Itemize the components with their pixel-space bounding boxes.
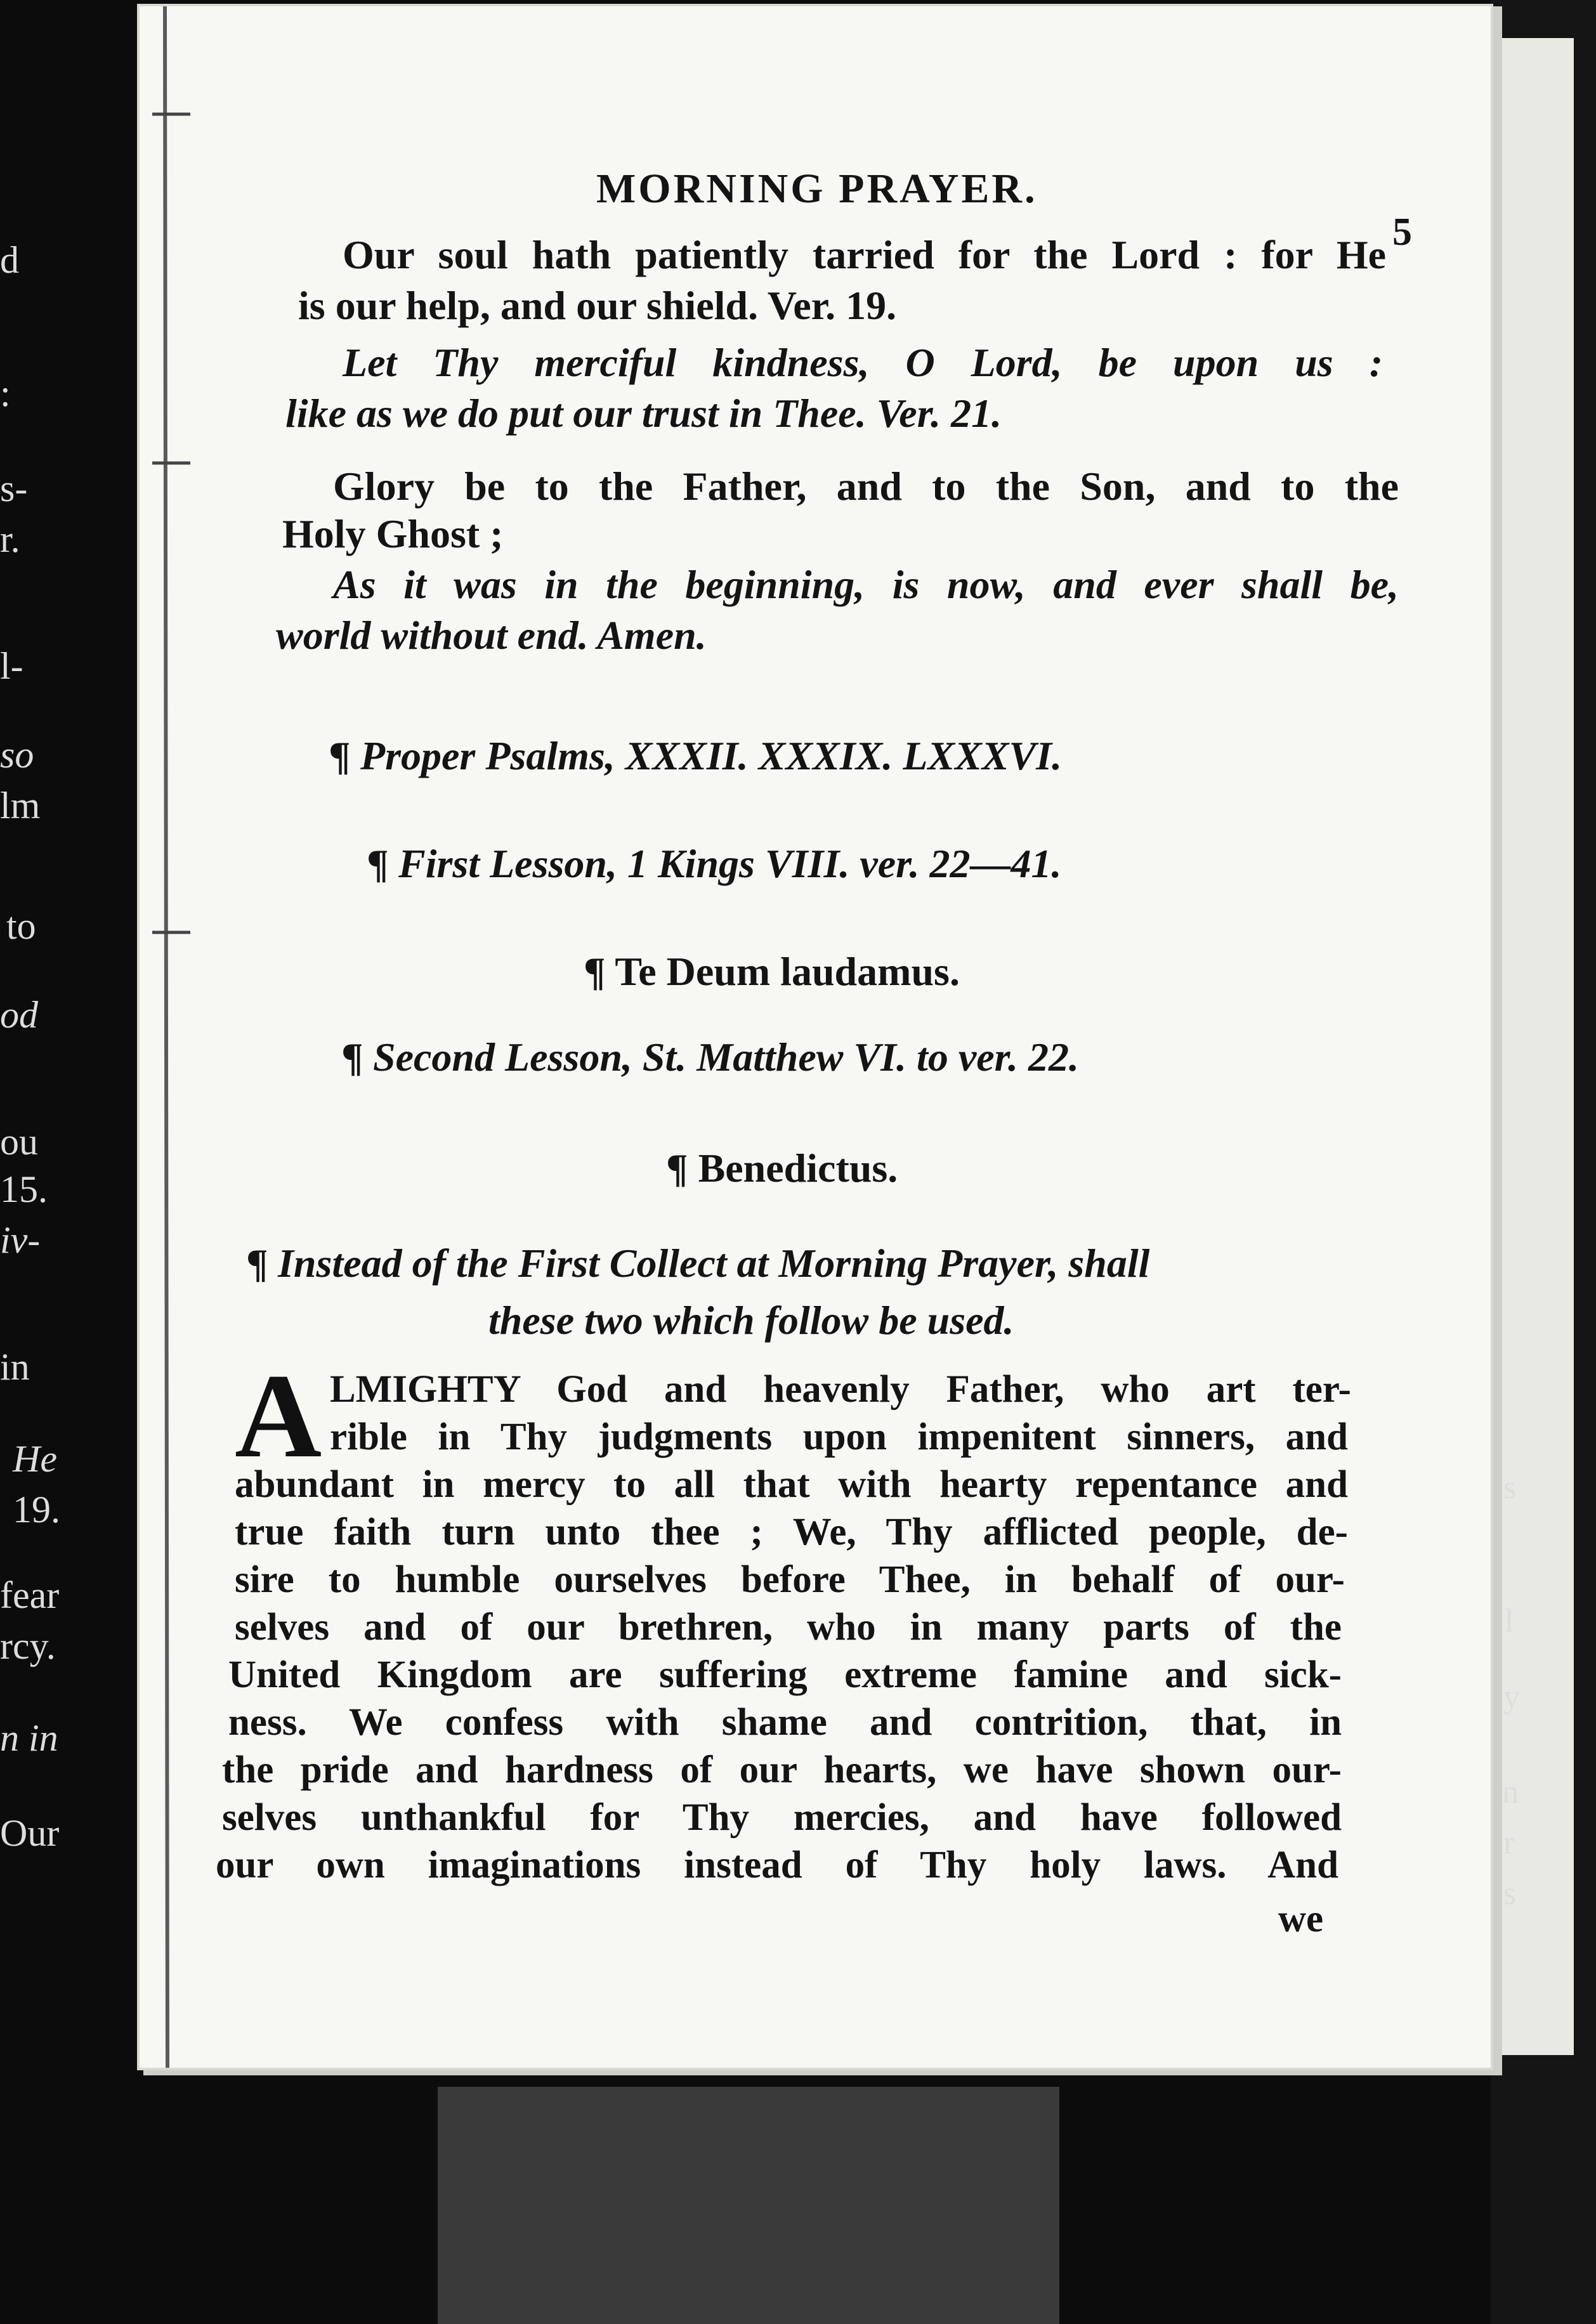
instruction-line: ¶ Instead of the First Collect at Morning Prayer, shall [247,1241,1150,1286]
next-page-fragment: l [1505,1603,1514,1639]
facing-fragment: 15. [0,1168,48,1210]
facing-fragment: od [0,994,38,1036]
facing-fragment: 19. [13,1489,60,1531]
gloria-line: Glory be to the Father, and to the Son, and to the [333,464,1399,509]
drop-cap: A [235,1350,322,1483]
facing-fragment: r. [0,518,20,560]
collect-line: selves unthankful for Thy mercies, and have followed [222,1796,1342,1839]
collect-line: ness. We confess with shame and contrition, that, in [228,1701,1342,1744]
rubric-proper-psalms: ¶ Proper Psalms, XXXII. XXXIX. LXXXVI. [330,733,1063,778]
rubric-benedictus: ¶ Benedictus. [666,1146,898,1191]
book-page [140,6,1491,2068]
gloria-line: world without end. Amen. [276,613,707,658]
collect-line: true faith turn unto thee ; We, Thy afflicted people, de- [235,1511,1348,1553]
facing-fragment: d [0,239,19,281]
collect-line: abundant in mercy to all that with hearty repentance and [235,1463,1348,1506]
facing-fragment: lm [0,785,41,826]
gloria-line: Holy Ghost ; [282,511,504,556]
instruction-line: these two which follow be used. [488,1298,1014,1343]
facing-fragment: fear [0,1574,60,1616]
facing-fragment: n in [0,1717,58,1759]
rubric-te-deum: ¶ Te Deum laudamus. [584,949,960,994]
next-page-edge [1494,38,1574,2055]
collect-line: the pride and hardness of our hearts, we have shown our- [222,1749,1342,1791]
page-text [140,6,1491,2068]
facing-fragment: to [6,905,36,947]
facing-fragment: Our [0,1812,60,1854]
collect-line: LMIGHTY God and heavenly Father, who art ter- [330,1368,1351,1411]
collect-line: selves and of our brethren, who in many parts of the [235,1606,1342,1648]
psalm-line: is our help, and our shield. Ver. 19. [298,283,897,328]
next-page-fragment: y [1503,1679,1520,1715]
facing-fragment: rcy. [0,1625,56,1667]
collect-line: sire to humble ourselves before Thee, in behalf of our- [235,1558,1345,1601]
psalm-line: like as we do put our trust in Thee. Ver. 21. [285,391,1002,436]
psalm-line: Let Thy merciful kindness, O Lord, be upon us : [343,340,1383,385]
rubric-first-lesson: ¶ First Lesson, 1 Kings VIII. ver. 22—41. [368,841,1062,886]
collect-line: rible in Thy judgments upon impenitent sinners, and [330,1416,1348,1458]
collect-line: our own imaginations instead of Thy holy laws. And [216,1844,1338,1886]
facing-page-edge [0,0,133,2324]
facing-fragment: : [0,372,11,414]
facing-fragment: ou [0,1121,38,1163]
running-title: MORNING PRAYER. [596,166,1038,212]
rubric-second-lesson: ¶ Second Lesson, St. Matthew VI. to ver. 22. [343,1035,1079,1080]
facing-fragment: iv- [0,1219,41,1261]
facing-fragment: l- [0,645,23,687]
next-page-fragment: r [1503,1825,1515,1861]
psalm-line: Our soul hath patiently tarried for the Lord : for He [343,232,1386,277]
next-page-fragment: s [1503,1470,1517,1506]
next-page-fragment: s [1503,1876,1517,1912]
collect-line: United Kingdom are suffering extreme famine and sick- [228,1654,1342,1696]
next-page-fragment: n [1502,1774,1519,1810]
facing-fragment: s- [0,467,28,509]
catchword: we [1278,1898,1324,1940]
page-number: 5 [1392,211,1412,254]
facing-fragment: in [0,1346,30,1388]
facing-fragment: He [13,1438,57,1480]
gloria-line: As it was in the beginning, is now, and ever shall be, [333,562,1399,607]
facing-fragment: so [0,734,34,776]
